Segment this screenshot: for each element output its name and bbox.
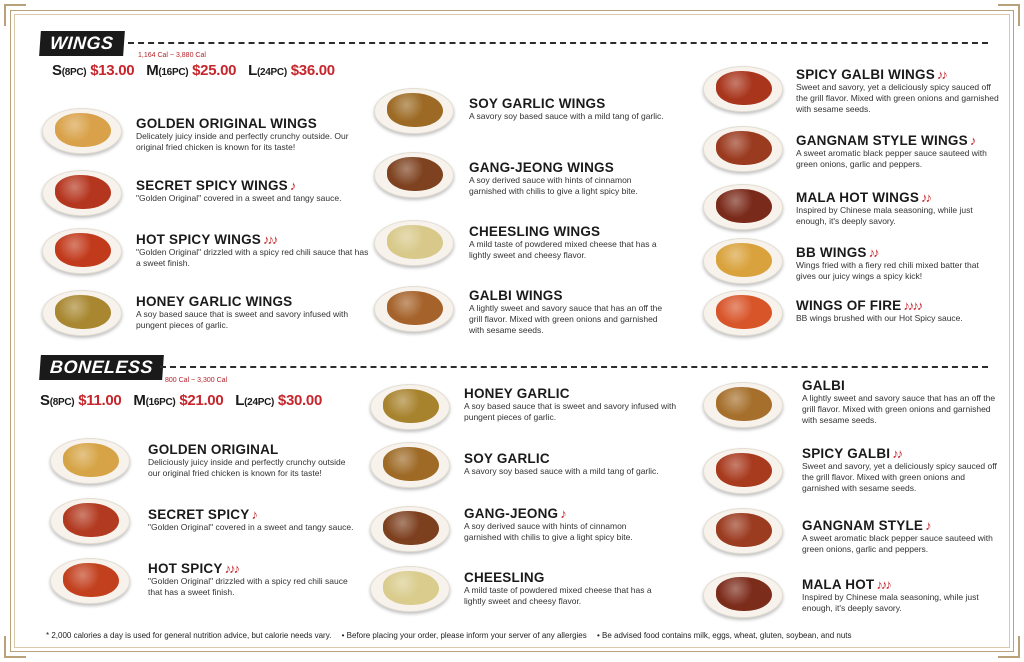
menu-item-name	[802, 446, 901, 461]
chicken-pieces	[387, 157, 443, 191]
menu-item-name	[802, 378, 845, 393]
menu-item-name	[464, 506, 565, 521]
dish-image	[50, 558, 130, 604]
item-title: MALA HOT	[802, 577, 875, 592]
item-title: BB WINGS	[796, 245, 867, 260]
menu-item-description: A savory soy based sauce with a mild tang of garlic.	[469, 111, 664, 121]
item-title: SPICY GALBI WINGS	[796, 67, 935, 82]
price-amount: $25.00	[192, 62, 237, 79]
chili-heat-icon: ♪♪♪♪	[903, 298, 922, 313]
menu-item-name	[136, 116, 317, 131]
menu-item-description: A lightly sweet and savory sauce that has an off the grill flavor. Mixed with green onions and garnished with sesame seeds.	[469, 303, 663, 335]
menu-item-description: A soy based sauce that is sweet and savory infused with pungent pieces of garlic.	[464, 401, 677, 422]
footer-ingredients-note: • Be advised food contains milk, eggs, wheat, gluten, soybean, and nuts	[596, 631, 852, 640]
price-size: M	[146, 62, 159, 79]
chicken-pieces	[55, 175, 111, 209]
price-size: L	[235, 392, 245, 409]
boneless-calorie-note: 800 Cal ~ 3,300 Cal	[165, 377, 228, 384]
chicken-pieces	[387, 291, 443, 325]
chili-heat-icon: ♪♪♪	[876, 577, 890, 592]
menu-item-description: A savory soy based sauce with a mild tang of garlic.	[464, 466, 659, 476]
item-title: GOLDEN ORIGINAL	[148, 442, 279, 457]
item-title: MALA HOT WINGS	[796, 190, 920, 205]
corner-ornament	[4, 4, 26, 26]
wings-calorie-note: 1,164 Cal ~ 3,880 Cal	[138, 52, 206, 59]
item-title: GALBI WINGS	[469, 288, 563, 303]
price-pcs: (16PC)	[145, 397, 176, 408]
wings-divider	[128, 42, 988, 44]
corner-ornament	[4, 636, 26, 658]
dish-image	[703, 126, 783, 172]
item-title: SPICY GALBI	[802, 446, 891, 461]
corner-ornament	[998, 636, 1020, 658]
dish-image	[370, 384, 450, 430]
menu-item-name	[464, 386, 570, 401]
price-amount: $11.00	[78, 392, 122, 409]
chicken-pieces	[716, 295, 772, 329]
footer-notes	[46, 631, 860, 640]
menu-item-description: "Golden Original" covered in a sweet and tangy sauce.	[136, 193, 342, 203]
chicken-pieces	[716, 189, 772, 223]
footer-calorie-note: * 2,000 calories a day is used for general nutrition advice, but calorie needs vary.	[46, 631, 332, 640]
dish-image	[703, 66, 783, 112]
price-amount: $36.00	[290, 62, 335, 79]
item-title: SOY GARLIC WINGS	[469, 96, 606, 111]
chicken-pieces	[716, 453, 772, 487]
menu-item-description: Delicately juicy inside and perfectly crunchy outside. Our original fried chicken is known for its taste!	[136, 131, 349, 152]
dish-image	[703, 290, 783, 336]
chili-heat-icon: ♪♪♪	[224, 561, 239, 576]
chili-heat-icon: ♪♪	[868, 245, 878, 260]
dish-image	[370, 506, 450, 552]
menu-item-description: A soy derived sauce with hints of cinnamon garnished with chilis to give a light spicy bite.	[469, 175, 638, 196]
menu-item-description: "Golden Original" covered in a sweet and tangy sauce.	[148, 522, 354, 532]
menu-item-name	[802, 518, 930, 533]
item-title: GANGNAM STYLE	[802, 518, 924, 533]
item-title: GOLDEN ORIGINAL WINGS	[136, 116, 317, 131]
item-title: GANGNAM STYLE WINGS	[796, 133, 968, 148]
chicken-pieces	[387, 93, 443, 127]
menu-item-description: Deliciously juicy inside and perfectly crunchy outside our original fried chicken is known for its taste!	[148, 457, 346, 478]
item-title: GANG-JEONG	[464, 506, 559, 521]
dish-image	[703, 382, 783, 428]
item-title: SECRET SPICY	[148, 507, 250, 522]
menu-item-name	[148, 507, 256, 522]
menu-item-name	[796, 245, 878, 260]
menu-item-description: A sweet aromatic black pepper sauce sauteed with green onions, garlic and peppers.	[802, 533, 993, 554]
price-size: S	[40, 392, 50, 409]
menu-item-name	[136, 232, 277, 247]
dish-image	[703, 508, 783, 554]
dish-image	[370, 566, 450, 612]
dish-image	[703, 184, 783, 230]
menu-item-name	[136, 178, 294, 193]
chicken-pieces	[55, 113, 111, 147]
dish-image	[374, 88, 454, 134]
price-pcs: (16PC)	[158, 67, 189, 78]
item-title: SOY GARLIC	[464, 451, 550, 466]
chicken-pieces	[55, 233, 111, 267]
price-size: M	[133, 392, 146, 409]
dish-image	[374, 286, 454, 332]
item-title: GALBI	[802, 378, 845, 393]
boneless-divider	[160, 366, 988, 368]
menu-item-name	[469, 224, 600, 239]
item-title: HOT SPICY	[148, 561, 223, 576]
dish-image	[703, 448, 783, 494]
price-amount: $30.00	[277, 392, 322, 409]
menu-item-name	[148, 561, 238, 576]
menu-item-description: "Golden Original" drizzled with a spicy red chili sauce that has a sweet finish.	[136, 247, 369, 268]
chicken-pieces	[383, 571, 439, 605]
chicken-pieces	[383, 389, 439, 423]
chili-heat-icon: ♪♪♪	[263, 232, 277, 247]
dish-image	[703, 238, 783, 284]
chicken-pieces	[716, 71, 772, 105]
chicken-pieces	[63, 563, 119, 597]
menu-item-name	[796, 67, 946, 82]
menu-item-description: Inspired by Chinese mala seasoning, while just enough, it's deeply savory.	[802, 592, 979, 613]
dish-image	[42, 228, 122, 274]
item-title: WINGS OF FIRE	[796, 298, 902, 313]
item-title: CHEESLING	[464, 570, 545, 585]
menu-item-name	[464, 451, 550, 466]
chicken-pieces	[716, 513, 772, 547]
chili-heat-icon: ♪♪	[892, 446, 902, 461]
menu-item-description: Sweet and savory, yet a deliciously spicy sauced off the grill flavor. Mixed with green onions and garnished with sesame seeds.	[796, 82, 999, 114]
menu-item-description: A soy based sauce that is sweet and savory infused with pungent pieces of garlic.	[136, 309, 349, 330]
dish-image	[42, 170, 122, 216]
price-amount: $13.00	[90, 62, 135, 79]
chicken-pieces	[383, 511, 439, 545]
chicken-pieces	[55, 295, 111, 329]
menu-item-description: A lightly sweet and savory sauce that has an off the grill flavor. Mixed with green onions and garnished with sesame seeds.	[802, 393, 996, 425]
price-pcs: (8PC)	[61, 67, 87, 78]
price-pcs: (8PC)	[49, 397, 75, 408]
chicken-pieces	[716, 387, 772, 421]
chili-heat-icon: ♪♪	[921, 190, 931, 205]
dish-image	[703, 572, 783, 618]
corner-ornament	[998, 4, 1020, 26]
menu-item-description: BB wings brushed with our Hot Spicy sauce.	[796, 313, 963, 323]
chili-heat-icon: ♪	[560, 506, 565, 521]
chicken-pieces	[716, 243, 772, 277]
boneless-section-title: BONELESS	[39, 355, 164, 380]
menu-item-description: A soy derived sauce with hints of cinnamon garnished with chilis to give a light spicy bite.	[464, 521, 633, 542]
menu-item-description: Inspired by Chinese mala seasoning, while just enough, it's deeply savory.	[796, 205, 973, 226]
chicken-pieces	[716, 131, 772, 165]
dish-image	[374, 220, 454, 266]
item-title: CHEESLING WINGS	[469, 224, 601, 239]
item-title: GANG-JEONG WINGS	[469, 160, 614, 175]
price-pcs: (24PC)	[244, 397, 275, 408]
price-size: L	[248, 62, 257, 79]
menu-item-name	[796, 298, 921, 313]
menu-item-name	[136, 294, 292, 309]
menu-item-description: Sweet and savory, yet a deliciously spicy sauced off the grill flavor. Mixed with green onions and garnished with sesame seeds.	[802, 461, 997, 493]
chili-heat-icon: ♪	[925, 518, 930, 533]
menu-item-description: A sweet aromatic black pepper sauce sauteed with green onions, garlic and peppers.	[796, 148, 987, 169]
item-title: HOT SPICY WINGS	[136, 232, 262, 247]
chili-heat-icon: ♪	[251, 507, 256, 522]
chili-heat-icon: ♪♪	[936, 67, 946, 82]
chili-heat-icon: ♪	[289, 178, 295, 193]
footer-allergy-note: • Before placing your order, please inform your server of any allergies	[341, 631, 587, 640]
dish-image	[374, 152, 454, 198]
menu-item-description: A mild taste of powdered mixed cheese that has a lightly sweet and cheesy flavor.	[469, 239, 657, 260]
dish-image	[42, 290, 122, 336]
menu-item-name	[796, 133, 974, 148]
dish-image	[42, 108, 122, 154]
price-size: S	[52, 62, 62, 79]
chicken-pieces	[383, 447, 439, 481]
wings-section-title: WINGS	[39, 31, 124, 56]
menu-item-name	[796, 190, 930, 205]
menu-item-name	[464, 570, 545, 585]
item-title: SECRET SPICY WINGS	[136, 178, 288, 193]
menu-item-name	[469, 160, 614, 175]
item-title: HONEY GARLIC WINGS	[136, 294, 293, 309]
item-title: HONEY GARLIC	[464, 386, 570, 401]
menu-item-name	[469, 96, 605, 111]
dish-image	[50, 498, 130, 544]
chicken-pieces	[716, 577, 772, 611]
price-pcs: (24PC)	[256, 67, 287, 78]
chicken-pieces	[63, 503, 119, 537]
menu-item-name	[148, 442, 279, 457]
dish-image	[370, 442, 450, 488]
price-amount: $21.00	[179, 392, 224, 409]
chili-heat-icon: ♪	[969, 133, 975, 148]
chicken-pieces	[387, 225, 443, 259]
dish-image	[50, 438, 130, 484]
menu-item-name	[802, 577, 890, 592]
menu-item-description: "Golden Original" drizzled with a spicy red chili sauce that has a sweet finish.	[148, 576, 348, 597]
boneless-price-row	[40, 392, 330, 409]
menu-item-description: A mild taste of powdered mixed cheese that has a lightly sweet and cheesy flavor.	[464, 585, 652, 606]
menu-item-description: Wings fried with a fiery red chili mixed batter that gives our juicy wings a spicy kick!	[796, 260, 979, 281]
wings-price-row	[52, 62, 343, 79]
chicken-pieces	[63, 443, 119, 477]
menu-item-name	[469, 288, 563, 303]
